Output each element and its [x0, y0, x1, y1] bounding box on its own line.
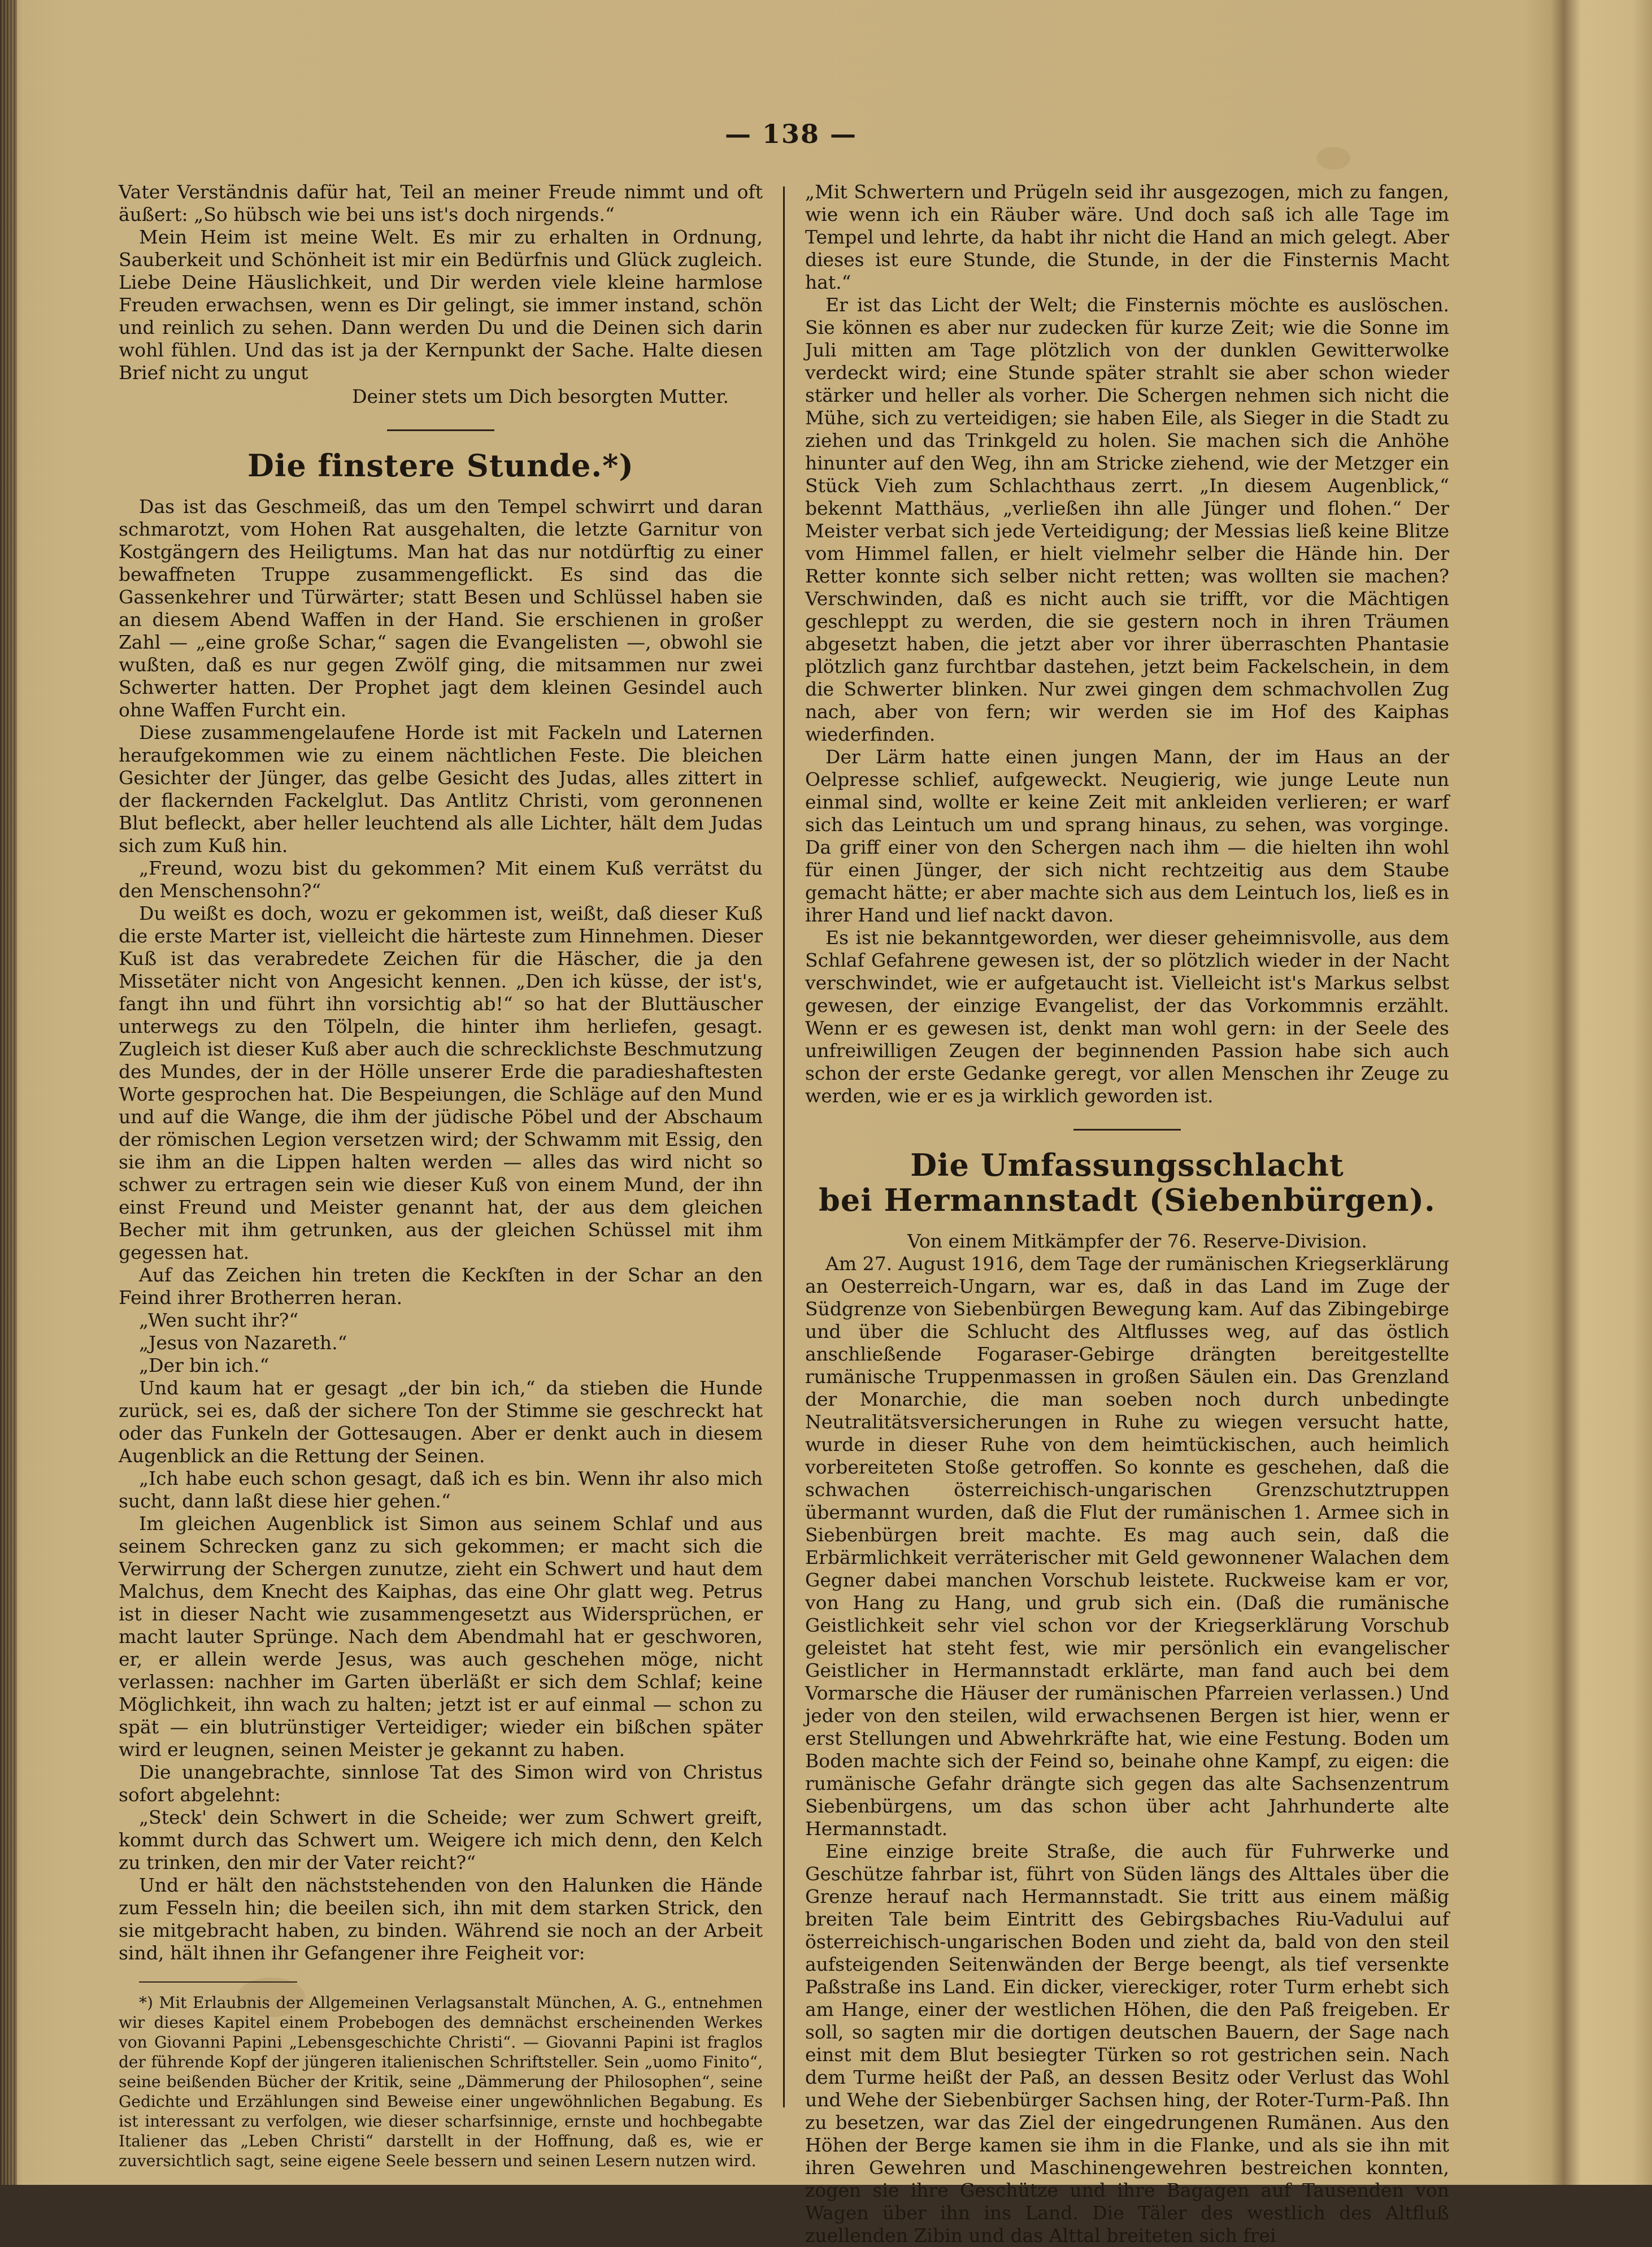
article2-title: [805, 1148, 1449, 1218]
article-paragraph: Eine einzige breite Straße, die auch für Fuhrwerke und Geschütze fahrbar ist, führt von Süden längs des Alttales über die Grenze herauf nach Hermannstadt. Sie tritt aus einem mäßig breiten Tale beim Eintritt des Gebirgsbaches Riu-Vadului auf österreichisch-ungarischen Boden und zieht da, bald von den steil aufsteigenden Seitenwänden der Berge beengt, als tief versenkte Paßstraße ins Land. Ein dicker, viereckiger, roter Turm erhebt sich am Hange, einer der westlichen Höhen, die den Paß freigeben. Er soll, so sagten mir die dortigen deutschen Bauern, der Sage nach einst mit dem Blut besiegter Türken so rot gestrichen sein. Nach dem Turme heißt der Paß, an dessen Besitz oder Verlust das Wohl und Wehe der Siebenbürger Sachsen hing, der Roter-Turm-Paß. Ihn zu besetzen, war das Ziel der eingedrungenen Rumänen. Aus den Höhen der Berge kamen sie ihm in die Flanke, und als sie ihn mit ihren Gewehren und Maschinengewehren bestreichen konnten, zogen sie ihre Geschütze und ihre Bagagen auf Tausenden von Wagen über ihn ins Land. Die Täler des westlich des Altfluß zuellenden Zibin und das Alttal breiteten sich frei: [805, 1840, 1449, 2246]
article-paragraph: Er ist das Licht der Welt; die Finsternis möchte es auslöschen. Sie können es aber nur zudecken für kurze Zeit; wie die Sonne im Juli mitten am Tage plötzlich von der dunklen Gewitterwolke verdeckt wird; eine Stunde später strahlt sie aber schon wieder stärker und heller als vorher. Die Schergen nehmen sich nicht die Mühe, sich zu verteidigen; sie haben Eile, als Sieger in die Stadt zu ziehen und das Trinkgeld zu holen. Sie machen sich die Anhöhe hinunter auf den Weg, ihn am Stricke ziehend, wie der Metzger ein Stück Vieh zum Schlachthaus zerrt. „In diesem Augenblick,“ bekennt Matthäus, „verließen ihn alle Jünger und flohen.“ Der Meister verbat sich jede Verteidigung; der Messias ließ keine Blitze vom Himmel fallen, er hielt vielmehr selber die Hände hin. Der Retter konnte sich selber nicht retten; was wollten sie machen? Verschwinden, daß es nicht auch sie trifft, vor die Mächtigen geschleppt zu werden, die sie gestern noch in ihren Träumen abgesetzt haben, die jetzt aber vor ihrer überraschten Phantasie plötzlich ganz furchtbar dastehen, jetzt beim Fackelschein, in dem die Schwerter blinken. Nur zwei gingen dem schmachvollen Zug nach, aber von fern; wir werden sie im Hof des Kaiphas wiederfinden.: [805, 294, 1449, 745]
article-paragraph: Der Lärm hatte einen jungen Mann, der im Haus an der Oelpresse schlief, aufgeweckt. Neugierig, wie junge Leute nun einmal sind, wollte er keine Zeit mit ankleiden verlieren; er warf sich das Leintuch um und sprang hinaus, zu sehen, was vorginge. Da griff einer von den Schergen nach ihm — die hielten ihn wohl für einen Jünger, der sich nicht rechtzeitig aus dem Staube gemacht hätte; er aber machte sich aus dem Leintuch los, ließ es in ihrer Hand und lief nackt davon.: [805, 746, 1449, 926]
article-paragraph: Du weißt es doch, wozu er gekommen ist, weißt, daß dieser Kuß die erste Marter ist, vielleicht die härteste zum Hinnehmen. Dieser Kuß ist das verabredete Zeichen für die Häscher, die ja den Missetäter nicht von Angesicht kennen. „Den ich küsse, der ist's, fangt ihn und führt ihn vorsichtig ab!“ so hat der Bluttäuscher unterwegs zu den Tölpeln, die hinter ihm herliefen, gesagt. Zugleich ist dieser Kuß aber auch die schrecklichste Beschmutzung des Mundes, der in der Hölle unserer Erde die paradieshaftesten Worte gesprochen hat. Die Bespeiungen, die Schläge auf den Mund und auf die Wange, die ihm der jüdische Pöbel und der Abschaum der römischen Legion versetzen wird; der Schwamm mit Essig, den sie ihm an die Lippen halten werden — alles das wird nicht so schwer zu ertragen sein wie dieser Kuß von einem Mund, der ihn einst Freund und Meister genannt hat, der aus dem gleichen Becher mit ihm getrunken, aus der gleichen Schüssel mit ihm gegessen hat.: [119, 902, 763, 1263]
letter-paragraph: Mein Heim ist meine Welt. Es mir zu erhalten in Ordnung, Sauberkeit und Schönheit ist mir ein Bedürfnis und Glück zugleich. Liebe Deine Häuslichkeit, und Dir werden viele kleine harmlose Freuden erwachsen, wenn es Dir gelingt, sie immer instand, schön und reinlich zu sehen. Dann werden Du und die Deinen sich darin wohl fühlen. Und das ist ja der Kernpunkt der Sache. Halte diesen Brief nicht zu ungut: [119, 226, 763, 384]
article-paragraph: Diese zusammengelaufene Horde ist mit Fackeln und Laternen heraufgekommen wie zu einem nächtlichen Feste. Die bleichen Gesichter der Jünger, das gelbe Gesicht des Judas, alles zittert in der flackernden Fackelglut. Das Antlitz Christi, vom geronnenen Blut befleckt, aber heller leuchtend als alle Lichter, hält dem Judas sich zum Kuß hin.: [119, 722, 763, 857]
right-column: [805, 181, 1449, 2247]
article2-body: [805, 1253, 1449, 2247]
article-paragraph: „Mit Schwertern und Prügeln seid ihr ausgezogen, mich zu fangen, wie wenn ich ein Räuber wäre. Und doch saß ich alle Tage im Tempel und lehrte, da habt ihr nicht die Hand an mich gelegt. Aber dieses ist eure Stunde, die Stunde, in der die Finsternis Macht hat.“: [805, 181, 1449, 293]
letter-signature: Deiner stets um Dich besorgten Mutter.: [352, 385, 729, 407]
article2-title-line1: Die Umfassungsschlacht: [910, 1147, 1344, 1183]
article-paragraph: „Steck' dein Schwert in die Scheide; wer zum Schwert greift, kommt durch das Schwert um. Weigere ich mich denn, den Kelch zu trinken, den mir der Vater reicht?“: [119, 1806, 763, 1874]
article-paragraph: Am 27. August 1916, dem Tage der rumänischen Kriegserklärung an Oesterreich-Ungarn, war es, daß in das Land im Zuge der Südgrenze von Siebenbürgen Bewegung kam. Auf das Zibingebirge und über die Schlucht des Altflusses weg, auf das östlich anschließende Fogaraser-Gebirge drängten bereitgestellte rumänische Truppenmassen in großen Säulen ein. Das Grenzland der Monarchie, die man soeben noch durch unbedingte Neutralitätsversicherungen in Ruhe zu wiegen versucht hatte, wurde in dieser Ruhe von dem heimtückischen, auch heimlich vorbereiteten Stoße getroffen. So konnte es geschehen, daß die schwachen österreichisch-ungarischen Grenzschutztruppen übermannt wurden, daß die Flut der rumänischen 1. Armee sich in Siebenbürgen breit machte. Es mag auch sein, daß die Erbärmlichkeit verräterischer mit Geld gewonnener Walachen dem Gegner dabei manchen Vorschub leistete. Ruckweise kam er vor, von Hang zu Hang, und grub sich ein. (Daß die rumänische Geistlichkeit sehr viel schon vor der Kriegserklärung Vorschub geleistet hat steht fest, wie mir persönlich ein evangelischer Geistlicher in Hermannstadt erklärte, man fand auch bei dem Vormarsche die Häuser der rumänischen Pfarreien verlassen.) Und jeder von den steilen, wild erwachsenen Bergen ist hier, wenn er erst Stellungen und Abwehrkräfte hat, wie eine Festung. Boden um Boden machte sich der Feind so, beinahe ohne Kampf, zu eigen: die rumänische Gefahr drängte sich gegen das alte Sachsenzentrum Siebenbürgens, um das schon über acht Jahrhunderte alte Hermannstadt.: [805, 1253, 1449, 1840]
article-paragraph: Und kaum hat er gesagt „der bin ich,“ da stieben die Hunde zurück, sei es, daß der sichere Ton der Stimme sie geschreckt hat oder das Funkeln der Gottesaugen. Aber er denkt auch in diesem Augenblick an die Rettung der Seinen.: [119, 1377, 763, 1467]
footnote-text: *) Mit Erlaubnis der Allgemeinen Verlagsanstalt München, A. G., entnehmen wir dieses Kapitel einem Probebogen des demnächst erscheinenden Werkes von Giovanni Papini „Lebensgeschichte Christi“. — Giovanni Papini ist fraglos der führende Kopf der jüngeren italienischen Schriftsteller. Sein „uomo Finito“, seine beißenden Bücher der Kritik, seine „Dämmerung der Philosophen“, seine Gedichte und Erzählungen sind Beweise einer ungewöhnlichen Begabung. Es ist interessant zu verfolgen, wie dieser scharfsinnige, ernste und hochbegabte Italiener das „Leben Christi“ darstellt in der Hoffnung, daß es, wie er zuversichtlich sagt, seine eigene Seele bessern und seinen Lesern nutzen wird.: [119, 1993, 763, 2170]
footnote: [119, 1993, 763, 2171]
article-paragraph: Auf das Zeichen hin treten die Keckſten in der Schar an den Feind ihrer Brotherren heran.: [119, 1264, 763, 1309]
article-paragraph: „Der bin ich.“: [139, 1354, 269, 1376]
section-divider: [1073, 1129, 1181, 1131]
letter-paragraph: Vater Verständnis dafür hat, Teil an meiner Freude nimmt und oft äußert: „So hübsch wie bei uns ist's doch nirgends.“: [119, 181, 763, 225]
column-divider: [783, 186, 785, 2107]
article-paragraph: Das ist das Geschmeiß, das um den Tempel schwirrt und daran schmarotzt, vom Hohen Rat ausgehalten, die letzte Garnitur von Kostgängern des Heiligtums. Man hat das nur notdürftig zu einer bewaffneten Truppe zusammengeflickt. Es sind das die Gassenkehrer und Türwärter; statt Besen und Schlüssel haben sie an diesem Abend Waffen in der Hand. Sie erschienen in großer Zahl — „eine große Schar,“ sagen die Evangelisten —, obwohl sie wußten, daß es nur gegen Zwölf ging, die mitsammen nur zwei Schwerter hatten. Der Prophet jagt dem kleinen Gesindel auch ohne Waffen Furcht ein.: [119, 496, 763, 721]
article-paragraph: „Wen sucht ihr?“: [139, 1309, 299, 1331]
next-page-edge: [1564, 0, 1652, 2185]
article-paragraph: Im gleichen Augenblick ist Simon aus seinem Schlaf und aus seinem Schrecken ganz zu sich gekommen; er macht sich die Verwirrung der Schergen zunutze, zieht ein Schwert und haut dem Malchus, dem Knecht des Kaiphas, das eine Ohr glatt weg. Petrus ist in dieser Nacht wie zusammengesetzt aus Widersprüchen, er macht lauter Sprünge. Nach dem Abendmahl hat er geschworen, er, er allein werde Jesus, was auch geschehen möge, nicht verlassen: nachher im Garten überläßt er sich dem Schlaf; keine Möglichkeit, ihn wach zu halten; jetzt ist er auf einmal — schon zu spät — ein blutrünstiger Verteidiger; wieder ein bißchen später wird er leugnen, seinen Meister je gekannt zu haben.: [119, 1513, 763, 1761]
article2-title-line2: bei Hermannstadt (Siebenbürgen).: [819, 1182, 1436, 1218]
article-body: [119, 496, 763, 1965]
article-paragraph: Es ist nie bekanntgeworden, wer dieser geheimnisvolle, aus dem Schlaf Gefahrene gewesen ist, der so plötzlich wieder in der Nacht verschwindet, wie er aufgetaucht ist. Vielleicht ist's Markus selbst gewesen, der einzige Evangelist, der das Vorkommnis erzählt. Wenn er es gewesen ist, denkt man wohl gern: in der Seele des unfreiwilligen Zeugen der beginnenden Passion habe sich auch schon der erste Gedanke geregt, vor allen Menschen ihr Zeuge zu werden, wie er es ja wirklich geworden ist.: [805, 927, 1449, 1107]
article-paragraph: „Freund, wozu bist du gekommen? Mit einem Kuß verrätst du den Menschensohn?“: [119, 857, 763, 902]
article2-byline: Von einem Mitkämpfer der 76. Reserve-Division.: [907, 1230, 1367, 1252]
page-number: — 138 —: [724, 119, 858, 149]
article-title: Die finstere Stunde.*): [247, 447, 634, 484]
footnote-divider: [139, 1981, 297, 1983]
article-paragraph: „Ich habe euch schon gesagt, daß ich es bin. Wenn ihr also mich sucht, dann laßt diese hier gehen.“: [119, 1467, 763, 1512]
article-continuation: [805, 181, 1449, 1107]
article-paragraph: Die unangebrachte, sinnlose Tat des Simon wird von Christus sofort abgelehnt:: [119, 1761, 763, 1806]
newspaper-page: [119, 119, 1463, 2246]
book-binding-edge: [0, 0, 17, 2185]
article-paragraph: Und er hält den nächststehenden von den Halunken die Hände zum Fesseln hin; die beeilen sich, ihn mit dem starken Strick, den sie mitgebracht haben, zu binden. Während sie noch an der Arbeit sind, hält ihnen ihr Gefangener ihre Feigheit vor:: [119, 1874, 763, 1964]
section-divider: [387, 429, 494, 431]
article-paragraph: „Jesus von Nazareth.“: [139, 1332, 347, 1354]
left-column: [119, 181, 763, 2171]
